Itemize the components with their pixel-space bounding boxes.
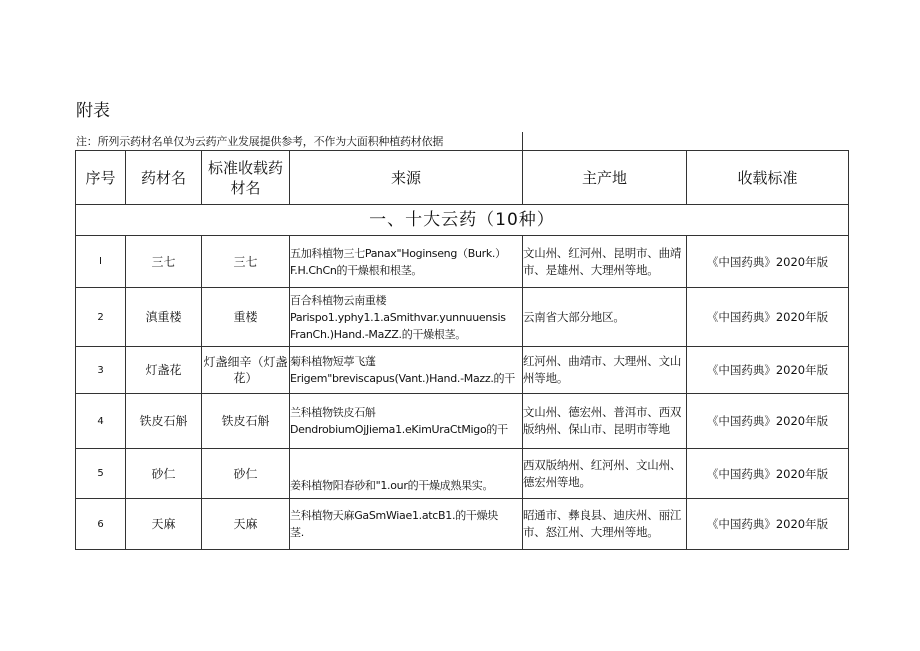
source-line: 菊科植物短葶飞蓬 <box>290 355 376 368</box>
row-herb: 天麻 <box>126 499 202 550</box>
row-standard-name: 三七 <box>202 236 290 288</box>
table-row <box>76 449 849 499</box>
header-source: 来源 <box>290 151 523 205</box>
source-line: Parispo1.yphy1.1.aSmithvar.yunnuuensis <box>290 310 506 324</box>
section-title: 一、十大云药（10种） <box>76 205 849 236</box>
table-row <box>76 394 849 449</box>
section-row <box>76 205 849 236</box>
row-standard-name: 天麻 <box>202 499 290 550</box>
source-line: 兰科植物天麻GaSmWiae1.atcB1.的干燥块 <box>290 509 498 522</box>
row-source <box>290 499 523 550</box>
row-herb: 砂仁 <box>126 449 202 499</box>
table-row <box>76 499 849 550</box>
row-origin: 文山州、红河州、昆明市、曲靖市、是雄州、大理州等地。 <box>523 236 687 288</box>
row-index: 2 <box>76 288 126 347</box>
row-source <box>290 449 523 499</box>
source-line: FranCh.)Hand.-MaZZ.的干燥根茎。 <box>290 327 466 341</box>
row-standard: 《中国药典》2020年版 <box>687 347 849 394</box>
table-row <box>76 236 849 288</box>
row-standard: 《中国药典》2020年版 <box>687 449 849 499</box>
row-source <box>290 288 523 347</box>
row-herb: 灯盏花 <box>126 347 202 394</box>
row-origin: 西双版纳州、红河州、文山州、德宏州等地。 <box>523 449 687 499</box>
source-line: 茎. <box>290 526 304 539</box>
row-source <box>290 347 523 394</box>
source-line: 姜科植物阳春砂和"1.our的干燥成熟果实。 <box>290 479 494 492</box>
row-index: 3 <box>76 347 126 394</box>
header-herb: 药材名 <box>126 151 202 205</box>
header-standard: 收载标准 <box>687 151 849 205</box>
row-source <box>290 394 523 449</box>
header-standard-name: 标准收载药材名 <box>202 151 290 205</box>
note-divider <box>522 132 523 150</box>
row-standard-name: 砂仁 <box>202 449 290 499</box>
row-origin: 昭通市、彝良县、迪庆州、丽江市、怒江州、大理州等地。 <box>523 499 687 550</box>
row-origin: 云南省大部分地区。 <box>523 288 687 347</box>
table-row <box>76 288 849 347</box>
row-standard: 《中国药典》2020年版 <box>687 499 849 550</box>
herb-table <box>75 150 849 550</box>
row-standard-name: 铁皮石斛 <box>202 394 290 449</box>
header-row <box>76 151 849 205</box>
row-herb: 滇重楼 <box>126 288 202 347</box>
usage-note: 注：所列示药材名单仅为云药产业发展提供参考，不作为大面积种植药材依据 <box>76 135 444 148</box>
row-index: 6 <box>76 499 126 550</box>
row-index: 4 <box>76 394 126 449</box>
row-index: 5 <box>76 449 126 499</box>
source-line: F.H.ChCn的干燥根和根茎。 <box>290 263 423 277</box>
row-herb: 三七 <box>126 236 202 288</box>
source-line: 五加科植物三七Panax"Hoginseng（Burk.） <box>290 246 506 260</box>
row-standard: 《中国药典》2020年版 <box>687 236 849 288</box>
row-origin: 文山州、德宏州、普洱市、西双版纳州、保山市、昆明市等地 <box>523 394 687 449</box>
row-standard-name: 灯盏细辛（灯盏花） <box>202 347 290 394</box>
row-origin: 红河州、曲靖市、大理州、文山州等地。 <box>523 347 687 394</box>
source-line: DendrobiumOjJiema1.eKimUraCtMigo的干 <box>290 423 508 436</box>
page-heading: 附表 <box>76 101 110 121</box>
header-origin: 主产地 <box>523 151 687 205</box>
header-index: 序号 <box>76 151 126 205</box>
row-index: I <box>76 236 126 288</box>
source-line: 兰科植物铁皮石斛 <box>290 406 376 419</box>
row-standard: 《中国药典》2020年版 <box>687 394 849 449</box>
row-standard: 《中国药典》2020年版 <box>687 288 849 347</box>
row-herb: 铁皮石斛 <box>126 394 202 449</box>
row-standard-name: 重楼 <box>202 288 290 347</box>
source-line: 百合科植物云南重楼 <box>290 293 387 307</box>
table-row <box>76 347 849 394</box>
source-line: Erigem"breviscapus(Vant.)Hand.-Mazz.的干 <box>290 372 515 385</box>
row-source <box>290 236 523 288</box>
